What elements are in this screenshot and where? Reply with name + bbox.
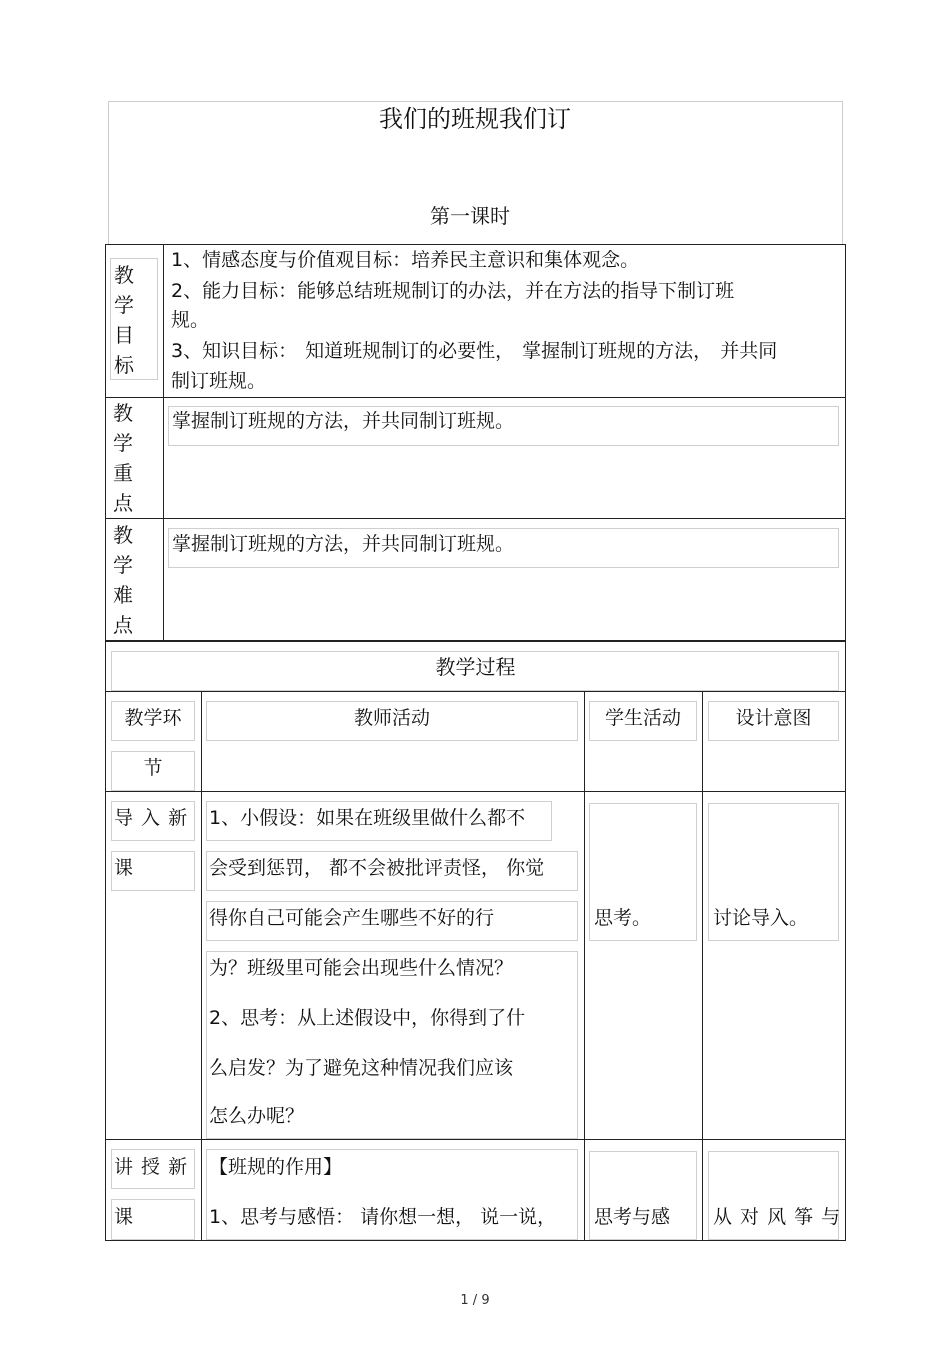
difficulties-label-char: 难 xyxy=(113,583,133,607)
page-number: 1 / 9 xyxy=(460,1293,490,1308)
table-left-border xyxy=(105,244,106,1240)
teacher-activity-line: 么启发？为了避免这种情况我们应该 xyxy=(209,1057,514,1079)
teacher-activity-line: 2、思考：从上述假设中，你得到了什 xyxy=(209,1007,526,1029)
stage-header-line2: 节 xyxy=(143,757,163,779)
table-right-border xyxy=(845,244,846,1240)
label-column-divider xyxy=(163,244,164,640)
goals-bottom-border xyxy=(105,397,846,398)
stage-cell-line1: 讲 授 新 xyxy=(114,1156,189,1178)
column-header-bottom-border xyxy=(105,791,846,792)
keypoints-label-char: 教 xyxy=(113,401,133,425)
design-intent: 讨论导入。 xyxy=(713,907,809,929)
goal-line: 3、知识目标： 知道班规制订的必要性， 掌握制订班规的方法， 并共同 xyxy=(171,340,778,362)
teacher-activity-line: 怎么办呢？ xyxy=(209,1105,305,1127)
goals-label-char: 目 xyxy=(114,323,134,347)
stage-cell-line2: 课 xyxy=(114,857,134,879)
goal-line: 2、能力目标：能够总结班规制订的办法，并在方法的指导下制订班 xyxy=(171,280,735,302)
stage-column-divider xyxy=(201,691,202,1240)
student-column-divider xyxy=(702,691,703,1240)
teacher-header: 教师活动 xyxy=(353,707,430,729)
process-header-bottom-border xyxy=(105,691,846,692)
table-bottom-border xyxy=(105,1240,846,1241)
document-title: 我们的班规我们订 xyxy=(379,105,571,133)
goals-label-char: 教 xyxy=(114,263,134,287)
difficulties-label-char: 教 xyxy=(113,523,133,547)
teacher-activity-line: 1、小假设：如果在班级里做什么都不 xyxy=(209,807,526,829)
goals-label-char: 学 xyxy=(114,293,134,317)
teacher-activity-line: 为？班级里可能会出现些什么情况？ xyxy=(209,957,514,979)
student-activity: 思考。 xyxy=(594,907,652,929)
difficulties-label-char: 点 xyxy=(113,613,133,637)
table-top-border xyxy=(105,244,846,245)
goal-line: 1、情感态度与价值观目标：培养民主意识和集体观念。 xyxy=(171,249,640,271)
intent-header: 设计意图 xyxy=(735,707,812,729)
title-top-border xyxy=(108,101,842,102)
teacher-activity-line: 会受到惩罚， 都不会被批评责怪， 你觉 xyxy=(209,857,545,879)
teacher-column-divider xyxy=(584,691,585,1240)
stage-cell-line1: 导 入 新 xyxy=(114,807,189,829)
student-activity: 思考与感 xyxy=(594,1206,671,1228)
design-intent: 从 对 风 筝 与 xyxy=(713,1206,842,1228)
lesson-subtitle: 第一课时 xyxy=(430,204,510,228)
process-header: 教学过程 xyxy=(435,655,516,679)
teacher-activity-line: 得你自己可能会产生哪些不好的行 xyxy=(209,907,495,929)
keypoints-label-char: 点 xyxy=(113,491,133,515)
keypoints-text: 掌握制订班规的方法，并共同制订班规。 xyxy=(172,410,515,432)
student-header: 学生活动 xyxy=(604,707,681,729)
goal-line: 制订班规。 xyxy=(171,370,267,392)
difficulties-label-char: 学 xyxy=(113,553,133,577)
teacher-activity-line: 【班规的作用】 xyxy=(209,1156,343,1178)
keypoints-label-char: 重 xyxy=(113,461,133,485)
difficulties-text: 掌握制订班规的方法，并共同制订班规。 xyxy=(172,533,515,555)
stage-header-line1: 教学环 xyxy=(124,707,182,729)
title-right-border xyxy=(842,101,843,244)
goals-label-char: 标 xyxy=(114,353,134,377)
stage-cell-line2: 课 xyxy=(114,1206,134,1228)
goal-line: 规。 xyxy=(171,309,210,331)
teacher-activity-line: 1、思考与感悟： 请你想一想， 说一说， xyxy=(209,1206,557,1228)
keypoints-label-char: 学 xyxy=(113,431,133,455)
keypoints-bottom-border xyxy=(105,518,846,519)
difficulties-bottom-border xyxy=(105,640,846,642)
row1-bottom-border xyxy=(105,1139,846,1140)
